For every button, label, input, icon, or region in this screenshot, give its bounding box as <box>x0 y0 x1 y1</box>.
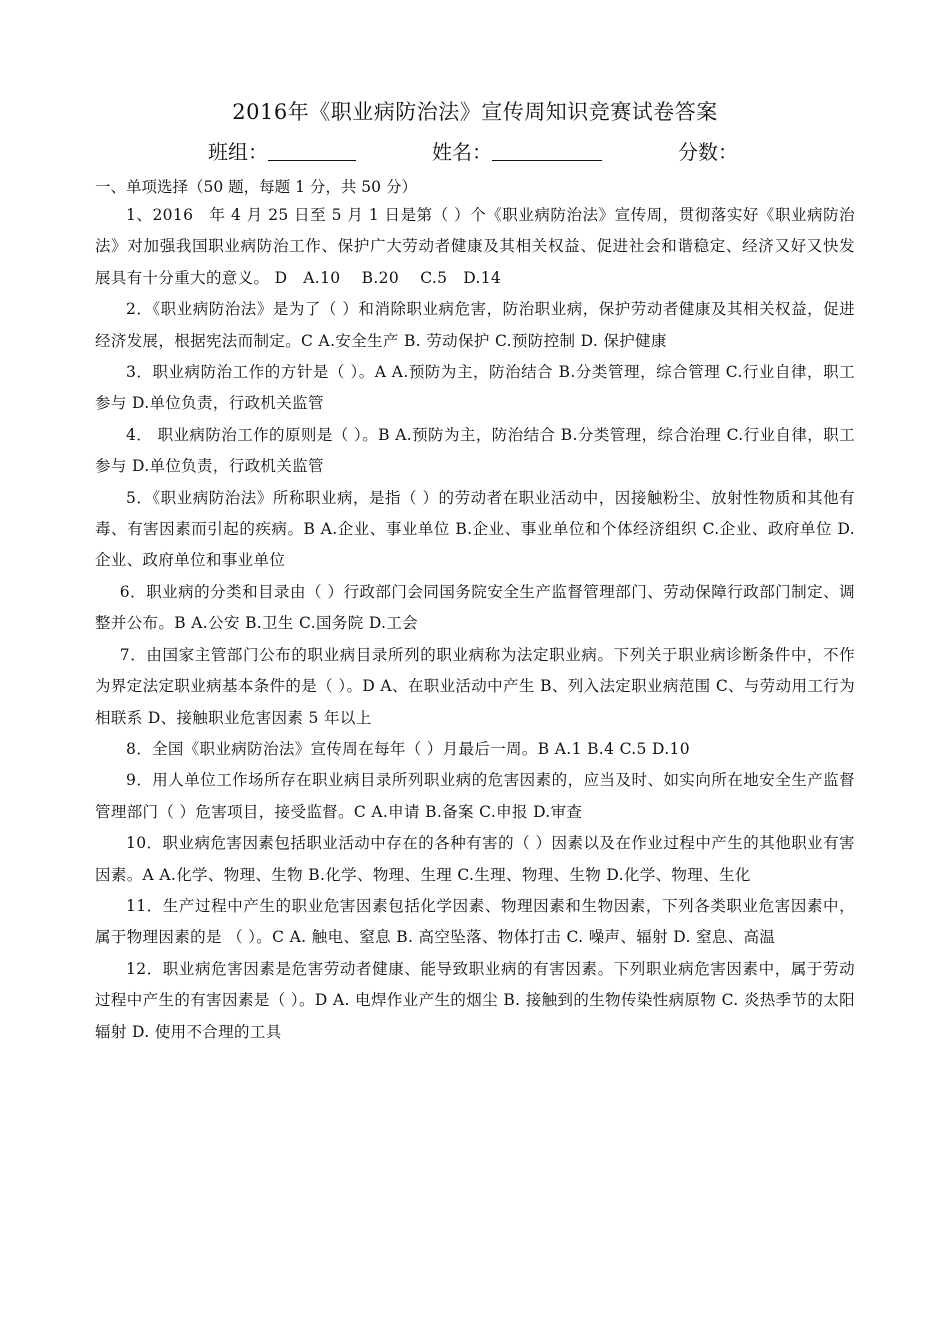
question-8: 8．全国《职业病防治法》宣传周在每年（ ）月最后一周。B A.1 B.4 C.5 D.10 <box>126 739 690 758</box>
question-5: 5．《职业病防治法》所称职业病，是指（ ）的劳动者在职业活动中，因接触粉尘、放射性物质和其他有毒、有害因素而引起的疾病。B A.企业、事业单位 B.企业、事业单位和个体经济组织 C.企业、政府单位 D.企业、政府单位和事业单位 <box>95 488 855 570</box>
score-field <box>678 137 738 167</box>
question-list <box>95 200 855 1048</box>
class-group-blank <box>268 138 356 161</box>
score-label: 分数： <box>678 140 738 164</box>
class-group-label: 班组： <box>208 140 268 164</box>
question-2: 2．《职业病防治法》是为了（ ）和消除职业病危害，防治职业病，保护劳动者健康及其相关权益，促进经济发展，根据宪法而制定。C A.安全生产 B. 劳动保护 C.预防控制 D. 保护健康 <box>95 300 855 350</box>
exam-header <box>0 137 950 167</box>
name-label: 姓名： <box>432 140 492 164</box>
question-10: 10．职业病危害因素包括职业活动中存在的各种有害的（ ）因素以及在作业过程中产生的其他职业有害因素。A A.化学、物理、生物 B.化学、物理、生理 C.生理、物理、生物 D.化学、物理、生化 <box>95 834 855 884</box>
question-11: 11．生产过程中产生的职业危害因素包括化学因素、物理因素和生物因素，下列各类职业危害因素中，属于物理因素的是 （ ）。C A. 触电、窒息 B. 高空坠落、物体打击 C. 噪声、辐射 D. 窒息、高温 <box>95 896 855 947</box>
question-3: 3．职业病防治工作的方针是（ ）。A A.预防为主，防治结合 B.分类管理，综合管理 C.行业自律，职工参与 D.单位负责，行政机关监管 <box>95 363 855 413</box>
question-6: 6．职业病的分类和目录由（ ）行政部门会同国务院安全生产监督管理部门、劳动保障行政部门制定、调整并公布。B A.公安 B.卫生 C.国务院 D.工会 <box>95 582 855 633</box>
question-1: 1、2016 年 4 月 25 日至 5 月 1 日是第（ ）个《职业病防治法》宣传周，贯彻落实好《职业病防治法》对加强我国职业病防治工作、保护广大劳动者健康及其相关权益、促进社会和谐稳定、经济又好又快发展具有十分重大的意义。 D A.10 B.20 C.5 D.14 <box>95 206 855 287</box>
question-12: 12．职业病危害因素是危害劳动者健康、能导致职业病的有害因素。下列职业病危害因素中，属于劳动过程中产生的有害因素是（ ）。D A. 电焊作业产生的烟尘 B. 接触到的生物传染性病原物 C. 炎热季节的太阳辐射 D. 使用不合理的工具 <box>95 959 855 1041</box>
question-4: 4． 职业病防治工作的原则是（ ）。B A.预防为主，防治结合 B.分类管理，综合治理 C.行业自律，职工参与 D.单位负责，行政机关监管 <box>95 425 855 476</box>
question-7: 7．由国家主管部门公布的职业病目录所列的职业病称为法定职业病。下列关于职业病诊断条件中，不作为界定法定职业病基本条件的是（ ）。D A、在职业活动中产生 B、列入法定职业病范围 C、与劳动用工行为相联系 D、接触职业危害因素 5 年以上 <box>95 645 855 727</box>
section-title: 一、单项选择（50 题，每题 1 分，共 50 分） <box>95 178 417 196</box>
page-title: 2016年《职业病防治法》宣传周知识竞赛试卷答案 <box>232 100 718 124</box>
question-9: 9．用人单位工作场所存在职业病目录所列职业病的危害因素的，应当及时、如实向所在地安全生产监督管理部门（ ）危害项目，接受监督。C A.申请 B.备案 C.申报 D.审查 <box>95 771 855 821</box>
name-blank <box>492 138 602 161</box>
name-field <box>432 137 602 167</box>
class-group-field <box>208 137 356 167</box>
